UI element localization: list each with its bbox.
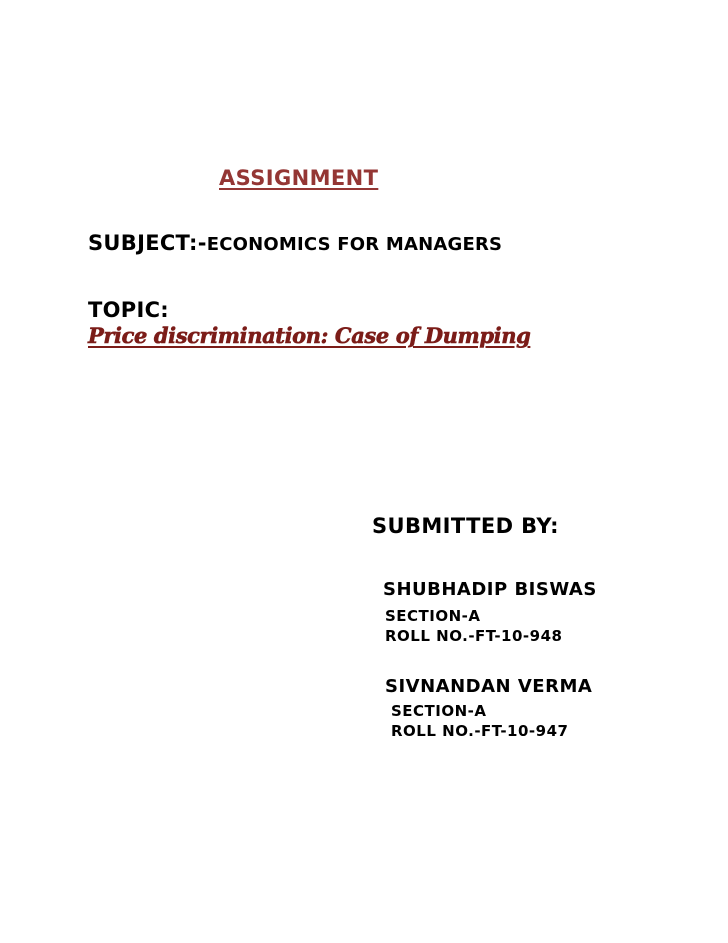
assignment-heading: ASSIGNMENT [219,166,379,190]
topic-title: Price discrimination: Case of Dumping [88,323,531,348]
member-section: SECTION-A [391,702,487,720]
subject-line [88,231,502,255]
member-name: SHUBHADIP BISWAS [383,579,597,600]
subject-label: SUBJECT:- [88,231,207,255]
member-roll-number: ROLL NO.-FT-10-947 [391,722,569,740]
member-section: SECTION-A [385,607,481,625]
topic-label: TOPIC: [88,298,169,322]
subject-value: ECONOMICS FOR MANAGERS [206,234,503,255]
submitted-by-label: SUBMITTED BY: [372,514,559,538]
member-roll-number: ROLL NO.-FT-10-948 [385,627,563,645]
member-name: SIVNANDAN VERMA [385,676,593,697]
